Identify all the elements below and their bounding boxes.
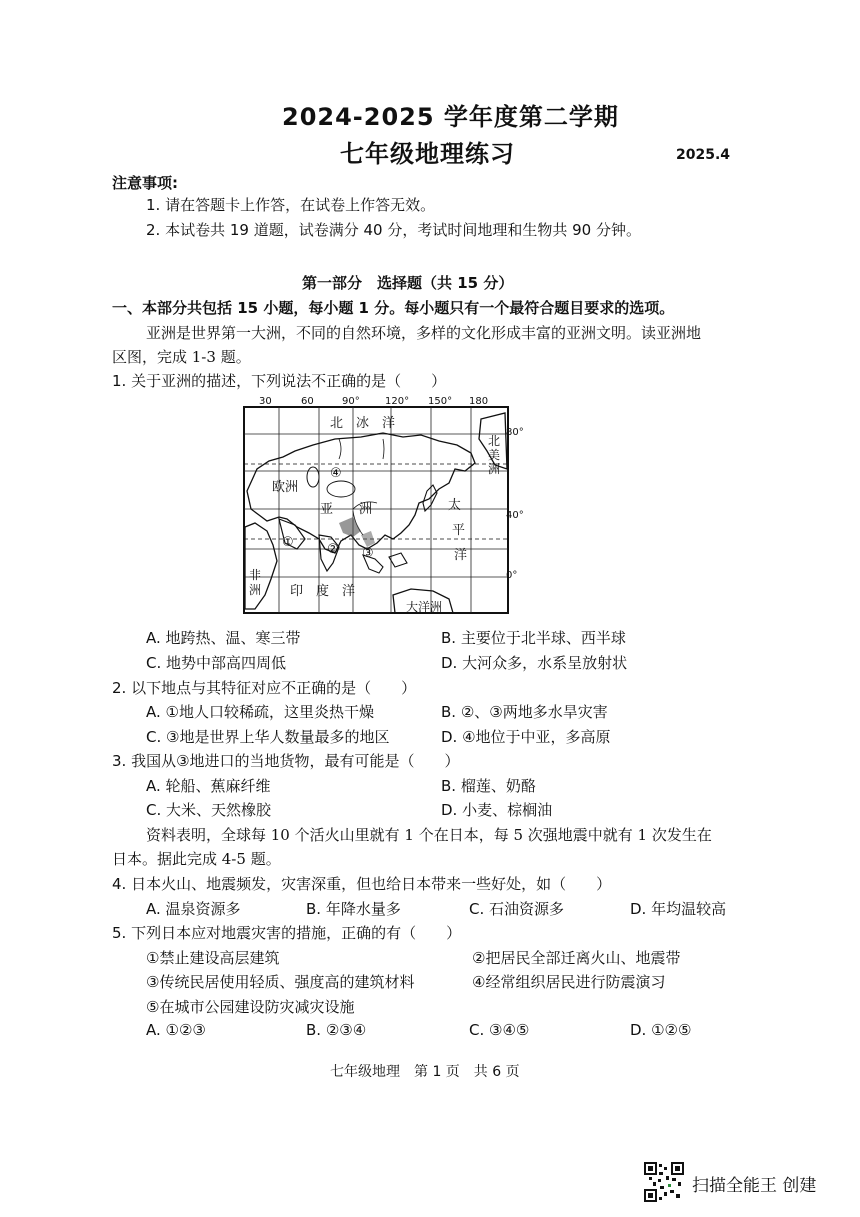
q5-option-d: D. ①②⑤ bbox=[630, 1021, 692, 1039]
map-lon-30: 30 bbox=[259, 396, 272, 407]
q2-option-a: A. ①地人口较稀疏，这里炎热干燥 bbox=[146, 703, 374, 721]
map-lat-80: 80° bbox=[506, 427, 524, 438]
map-label-indian-ocean: 印 度 洋 bbox=[290, 584, 356, 599]
map-lon-150: 150° bbox=[428, 396, 453, 407]
q5-stem: 5. 下列日本应对地震灾害的措施，正确的有（ ） bbox=[112, 924, 462, 942]
q3-option-b: B. 榴莲、奶酪 bbox=[441, 777, 536, 795]
q2-option-b: B. ②、③两地多水旱灾害 bbox=[441, 703, 608, 721]
q1-option-d: D. 大河众多，水系呈放射状 bbox=[441, 654, 628, 672]
map-label-pacific-3: 洋 bbox=[454, 548, 468, 563]
q1-stem: 1. 关于亚洲的描述，下列说法不正确的是（ ） bbox=[112, 372, 447, 390]
passage1-line2: 区图，完成 1-3 题。 bbox=[112, 348, 251, 366]
q4-option-d: D. 年均温较高 bbox=[630, 900, 727, 918]
part1-instruction: 一、本部分共包括 15 小题，每小题 1 分。每小题只有一个最符合题目要求的选项。 bbox=[112, 299, 675, 317]
q4-option-c: C. 石油资源多 bbox=[469, 900, 565, 918]
q4-option-a: A. 温泉资源多 bbox=[146, 900, 241, 918]
page-footer: 七年级地理 第 1 页 共 6 页 bbox=[330, 1064, 520, 1080]
exam-title-line1: 2024-2025 学年度第二学期 bbox=[282, 103, 619, 131]
q3-option-a: A. 轮船、蕉麻纤维 bbox=[146, 777, 271, 795]
q4-stem: 4. 日本火山、地震频发，灾害深重，但也给日本带来一些好处，如（ ） bbox=[112, 875, 612, 893]
map-lat-40: 40° bbox=[506, 510, 524, 521]
map-label-africa-2: 洲 bbox=[249, 583, 262, 597]
map-marker-4: ④ bbox=[330, 466, 342, 481]
q5-item-2: ②把居民全部迁离火山、地震带 bbox=[472, 949, 681, 967]
q3-stem: 3. 我国从③地进口的当地货物，最有可能是（ ） bbox=[112, 752, 460, 770]
notice-item-2: 2. 本试卷共 19 道题，试卷满分 40 分，考试时间地理和生物共 90 分钟。 bbox=[146, 221, 641, 239]
q5-option-b: B. ②③④ bbox=[306, 1021, 367, 1039]
map-label-north-america-3: 洲 bbox=[488, 462, 501, 476]
part1-heading: 第一部分 选择题（共 15 分） bbox=[302, 274, 514, 292]
q3-option-d: D. 小麦、棕榈油 bbox=[441, 801, 553, 819]
q3-option-c: C. 大米、天然橡胶 bbox=[146, 801, 272, 819]
q5-item-5: ⑤在城市公园建设防灾减灾设施 bbox=[146, 998, 355, 1016]
map-marker-2: ② bbox=[327, 542, 339, 557]
q5-item-4: ④经常组织居民进行防震演习 bbox=[472, 973, 666, 991]
map-label-europe: 欧洲 bbox=[272, 480, 299, 495]
map-lon-60: 60 bbox=[301, 396, 314, 407]
map-label-africa-1: 非 bbox=[249, 568, 262, 582]
q2-stem: 2. 以下地点与其特征对应不正确的是（ ） bbox=[112, 679, 417, 697]
notice-item-1: 1. 请在答题卡上作答，在试卷上作答无效。 bbox=[146, 196, 436, 214]
asia-map-svg bbox=[243, 399, 513, 615]
passage1-line1: 亚洲是世界第一大洲，不同的自然环境，多样的文化形成丰富的亚洲文明。读亚洲地 bbox=[146, 324, 702, 342]
map-lon-120: 120° bbox=[385, 396, 410, 407]
q5-option-a: A. ①②③ bbox=[146, 1021, 206, 1039]
exam-title-line2: 七年级地理练习 bbox=[340, 140, 515, 168]
map-label-north-america-1: 北 bbox=[488, 434, 501, 448]
map-label-oceania: 大洋洲 bbox=[406, 600, 443, 614]
map-lon-180: 180 bbox=[469, 396, 489, 407]
map-marker-1: ① bbox=[282, 535, 294, 550]
asia-map bbox=[243, 399, 513, 615]
map-label-north-america-2: 美 bbox=[488, 448, 501, 462]
passage2-line1: 资料表明，全球每 10 个活火山里就有 1 个在日本，每 5 次强地震中就有 1 次发生在 bbox=[146, 826, 712, 844]
q5-option-c: C. ③④⑤ bbox=[469, 1021, 530, 1039]
exam-date: 2025.4 bbox=[676, 147, 731, 163]
scanner-watermark: 扫描全能王 创建 bbox=[692, 1176, 817, 1196]
q1-option-c: C. 地势中部高四周低 bbox=[146, 654, 287, 672]
map-label-arctic-ocean: 北 冰 洋 bbox=[330, 416, 396, 431]
passage2-line2: 日本。据此完成 4-5 题。 bbox=[112, 850, 281, 868]
q4-option-b: B. 年降水量多 bbox=[306, 900, 401, 918]
map-lon-90: 90° bbox=[342, 396, 360, 407]
map-label-asia: 亚 洲 bbox=[320, 502, 373, 517]
notice-heading: 注意事项: bbox=[112, 174, 178, 192]
q1-option-b: B. 主要位于北半球、西半球 bbox=[441, 629, 626, 647]
q2-option-d: D. ④地位于中亚，多高原 bbox=[441, 728, 611, 746]
q5-item-3: ③传统民居使用轻质、强度高的建筑材料 bbox=[146, 973, 415, 991]
map-label-pacific-2: 平 bbox=[452, 523, 466, 538]
q5-item-1: ①禁止建设高层建筑 bbox=[146, 949, 280, 967]
map-label-pacific-1: 太 bbox=[448, 498, 462, 513]
map-lat-0: 0° bbox=[506, 570, 518, 581]
q1-option-a: A. 地跨热、温、寒三带 bbox=[146, 629, 301, 647]
map-marker-3: ③ bbox=[362, 546, 374, 561]
qr-code-icon bbox=[644, 1162, 684, 1202]
q2-option-c: C. ③地是世界上华人数量最多的地区 bbox=[146, 728, 390, 746]
